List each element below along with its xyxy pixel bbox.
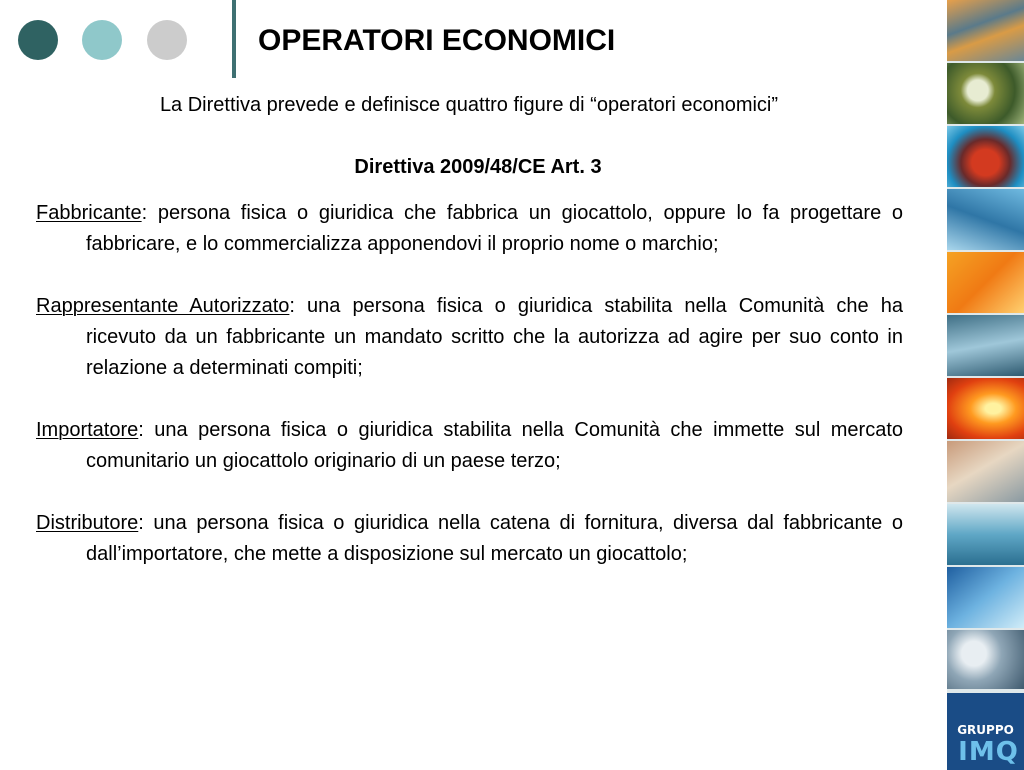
definitions-list [36, 198, 903, 601]
definition-term: Distributore [36, 512, 139, 534]
page-title: OPERATORI ECONOMICI [258, 24, 616, 57]
definition-term: Fabbricante [36, 202, 142, 224]
definition-text: : una persona fisica o giuridica stabilita nella Comunità che immette sul mercato comunitario un giocattolo originario di un paese terzo; [86, 419, 903, 472]
dot-light-teal [82, 20, 122, 60]
imq-logo [947, 691, 1024, 770]
photo-tile-helmet [947, 126, 1024, 189]
dot-gray [147, 20, 187, 60]
photo-tile-blue [947, 189, 1024, 252]
logo-gruppo-text: GRUPPO [957, 723, 1014, 737]
definition-rappresentante [36, 291, 903, 384]
photo-tile-tubes [947, 504, 1024, 567]
photo-tile-water [947, 315, 1024, 378]
photo-strip [947, 0, 1024, 768]
definition-fabbricante [36, 198, 903, 260]
dot-dark-teal [18, 20, 58, 60]
photo-tile-dishes [947, 630, 1024, 691]
intro-text: La Direttiva prevede e definisce quattro figure di “operatori economici” [159, 94, 779, 116]
photo-tile-panels [947, 567, 1024, 630]
photo-tile-fire [947, 378, 1024, 441]
definition-term: Importatore [36, 419, 139, 441]
definition-text: : una persona fisica o giuridica nella catena di fornitura, diversa dal fabbricante o dall’importatore, che mette a disposizione sul mercato un giocattolo; [86, 512, 903, 565]
photo-tile-pipes [947, 0, 1024, 63]
directive-reference: Direttiva 2009/48/CE Art. 3 [354, 156, 602, 178]
definition-text: : una persona fisica o giuridica stabilita nella Comunità che ha ricevuto da un fabbricante un mandato scritto che la autorizza ad agire per suo conto in relazione a determinati compiti; [86, 295, 903, 379]
logo-imq-text: IMQ [958, 737, 1019, 767]
photo-tile-plant [947, 63, 1024, 126]
definition-distributore [36, 508, 903, 570]
definition-importatore [36, 415, 903, 477]
title-divider [232, 0, 236, 78]
photo-tile-lab [947, 441, 1024, 504]
photo-tile-orange [947, 252, 1024, 315]
definition-text: : persona fisica o giuridica che fabbrica un giocattolo, oppure lo fa progettare o fabbricare, e lo commercializza apponendovi il proprio nome o marchio; [86, 202, 903, 255]
definition-term: Rappresentante Autorizzato [36, 295, 290, 317]
